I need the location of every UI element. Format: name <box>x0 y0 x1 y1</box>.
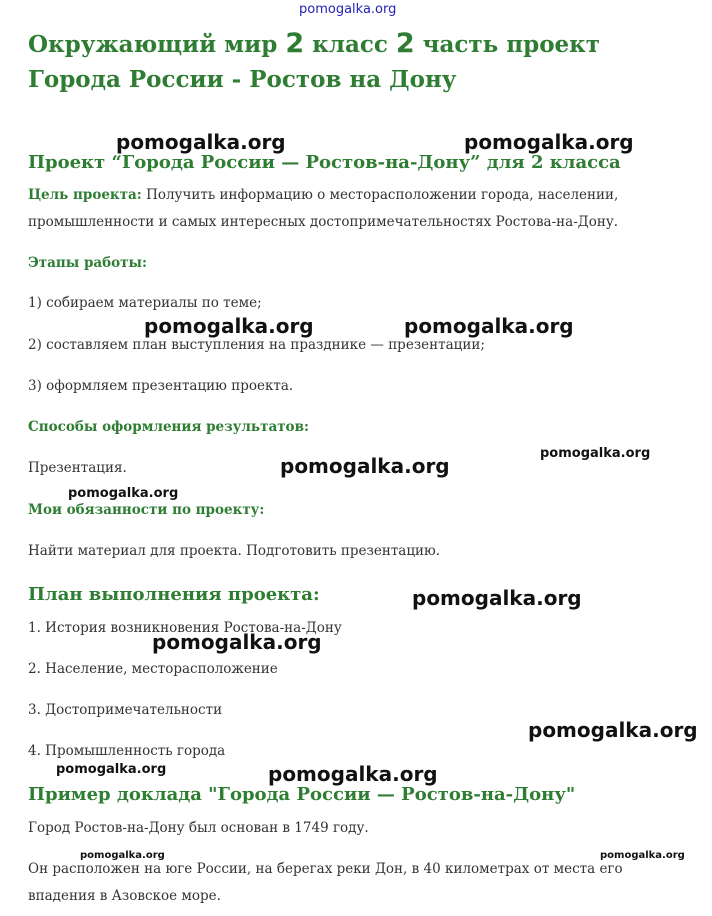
plan-item: 2. Население, месторасположение <box>28 661 278 677</box>
goal-label: Цель проекта: <box>28 187 142 203</box>
watermark: pomogalka.org <box>144 314 314 338</box>
watermark: pomogalka.org <box>80 850 165 861</box>
duties-label: Мои обязанности по проекту: <box>28 502 265 518</box>
plan-item: 1. История возникновения Ростова-на-Дону <box>28 620 342 636</box>
title-number-2: 2 <box>395 28 415 59</box>
watermark: pomogalka.org <box>116 130 286 154</box>
plan-item: 3. Достопримечательности <box>28 702 223 718</box>
title-part-3: часть проект Города России - Ростов на Дону <box>28 31 601 93</box>
report-heading: Пример доклада "Города России — Ростов-на-Дону" <box>28 784 576 805</box>
watermark-top: pomogalka.org <box>299 2 397 17</box>
title-part-1: Окружающий мир <box>28 31 286 58</box>
results-text: Презентация. <box>28 460 127 476</box>
watermark: pomogalka.org <box>152 630 322 654</box>
report-paragraph-2: Он расположен на юге России, на берегах реки Дон, в 40 километрах от места его впадения в Азовское море. <box>28 861 623 904</box>
page-title <box>28 26 668 97</box>
title-number-1: 2 <box>285 28 305 59</box>
plan-item: 4. Промышленность города <box>28 743 226 759</box>
stage-item: 3) оформляем презентацию проекта. <box>28 378 294 394</box>
title-part-2: класс <box>304 31 396 58</box>
watermark: pomogalka.org <box>404 314 574 338</box>
results-label: Способы оформления результатов: <box>28 419 309 435</box>
stage-item: 1) собираем материалы по теме; <box>28 295 262 311</box>
project-heading: Проект “Города России — Ростов-на-Дону” для 2 класса <box>28 152 621 173</box>
watermark: pomogalka.org <box>56 762 167 777</box>
goal-text: Получить информацию о месторасположении города, населении, промышленности и самых интересных достопримечательностях Ростова-на-Дону. <box>28 187 619 230</box>
stages-label: Этапы работы: <box>28 255 148 271</box>
watermark: pomogalka.org <box>540 446 651 461</box>
watermark: pomogalka.org <box>68 486 179 501</box>
watermark: pomogalka.org <box>600 850 685 861</box>
stage-item: 2) составляем план выступления на празднике — презентации; <box>28 337 485 353</box>
watermark: pomogalka.org <box>268 762 438 786</box>
report-paragraph-1: Город Ростов-на-Дону был основан в 1749 году. <box>28 820 369 836</box>
watermark: pomogalka.org <box>528 718 698 742</box>
plan-heading: План выполнения проекта: <box>28 584 320 605</box>
duties-text: Найти материал для проекта. Подготовить презентацию. <box>28 543 441 559</box>
watermark: pomogalka.org <box>412 586 582 610</box>
watermark: pomogalka.org <box>464 130 634 154</box>
watermark: pomogalka.org <box>280 454 450 478</box>
goal-paragraph <box>28 182 688 236</box>
